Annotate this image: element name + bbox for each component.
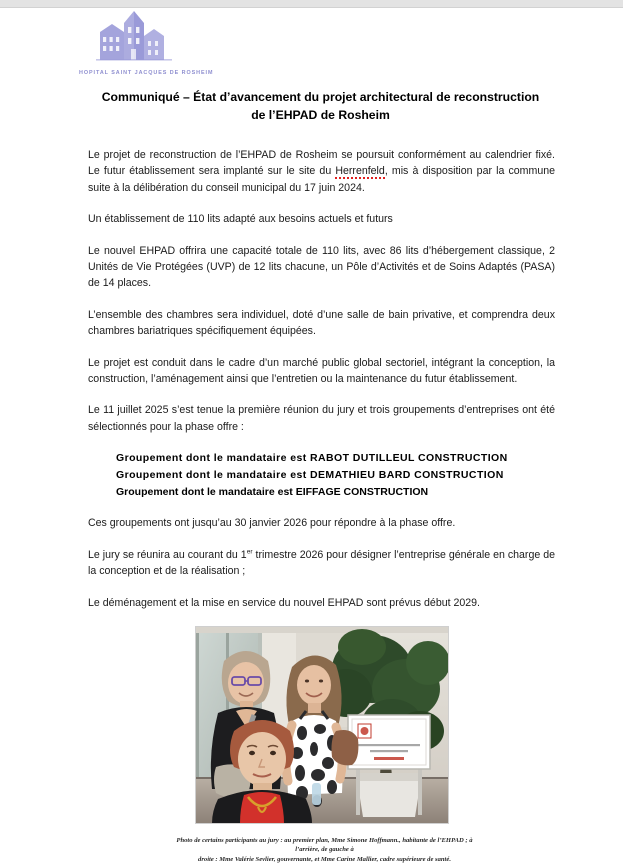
ordinal-suffix: er: [246, 548, 253, 556]
spellcheck-flagged-word: Herrenfeld: [335, 165, 385, 178]
list-item: Groupement dont le mandataire est DEMATHIEU BARD CONSTRUCTION: [116, 469, 504, 482]
paragraph-jury-next-before: Le jury se réunira au courant du 1: [88, 548, 247, 561]
paragraph-rooms: L’ensemble des chambres sera individuel, doté d’une salle de bain privative, et comprendra deux chambres bariatriques spécifiquement équipées.: [88, 308, 555, 338]
list-item: Groupement dont le mandataire est RABOT DUTILLEUL CONSTRUCTION: [116, 452, 508, 465]
list-item: Groupement dont le mandataire est EIFFAGE CONSTRUCTION: [116, 486, 429, 499]
hospital-building-logo-icon: [92, 10, 176, 62]
paragraph-capacity-detail: Le nouvel EHPAD offrira une capacité totale de 110 lits, avec 86 lits d’hébergement classique, 2 Unités de Vie Protégées (UVP) de 12 lits chacune, un Pôle d’Activités et de Soins Adaptés (PASA) de 14 places.: [88, 244, 555, 290]
paragraph-move-in: Le déménagement et la mise en service du nouvel EHPAD sont prévus début 2029.: [88, 596, 481, 609]
page-title-line-2: de l’EHPAD de Rosheim: [251, 108, 390, 122]
paragraph-capacity-heading: Un établissement de 110 lits adapté aux besoins actuels et futurs: [88, 213, 393, 226]
document-page: [0, 8, 623, 863]
paragraph-site: [88, 147, 555, 196]
organization-name: HOPITAL SAINT JACQUES DE ROSHEIM: [79, 70, 214, 76]
jury-photo: [195, 626, 449, 824]
photo-caption-line-1: Photo de certains participants au jury : au premier plan, Mme Simone Hoffmann., habitante de l’EHPAD ; à l’arrière, de gauche à: [176, 836, 473, 854]
consortium-list: [88, 450, 555, 501]
letterhead: [0, 8, 623, 84]
paragraph-offer-deadline: Ces groupements ont jusqu’au 30 janvier 2026 pour répondre à la phase offre.: [88, 517, 456, 530]
paragraph-site-text-after: , mis à disposition par la commune suite à la délibération du conseil municipal du 17 juin 2024.: [88, 165, 555, 194]
photo-block: [88, 626, 555, 829]
page-title: [78, 88, 563, 124]
paragraph-site-text-before: Le projet de reconstruction de l’EHPAD de Rosheim se poursuit conformément au calendrier fixé. Le futur établissement sera implanté sur le site du: [88, 149, 555, 178]
photo-caption: [166, 836, 483, 864]
paragraph-contract: Le projet est conduit dans le cadre d’un marché public global sectoriel, intégrant la conception, la construction, l’aménagement ainsi que l’entretien ou la maintenance du futur établissement.: [88, 356, 555, 386]
paragraph-jury-next-after: trimestre 2026 pour désigner l’entreprise générale en charge de la conception et de la réalisation ;: [88, 548, 555, 578]
logo-wrap: [78, 10, 228, 76]
jury-photo-image: [196, 627, 448, 823]
viewer-top-chrome: [0, 0, 623, 8]
photo-caption-line-2: droite : Mme Valérie Sevlier, gouvernante, et Mme Carine Mallier, cadre supérieure de santé.: [198, 855, 451, 863]
paragraph-jury-selection: Le 11 juillet 2025 s’est tenue la première réunion du jury et trois groupements d’entreprises ont été sélectionnés pour la phase offre :: [88, 404, 555, 433]
document-body: [88, 147, 555, 864]
paragraph-jury-next: [88, 547, 555, 580]
page-title-line-1: Communiqué – État d’avancement du projet architectural de reconstruction: [101, 90, 540, 104]
